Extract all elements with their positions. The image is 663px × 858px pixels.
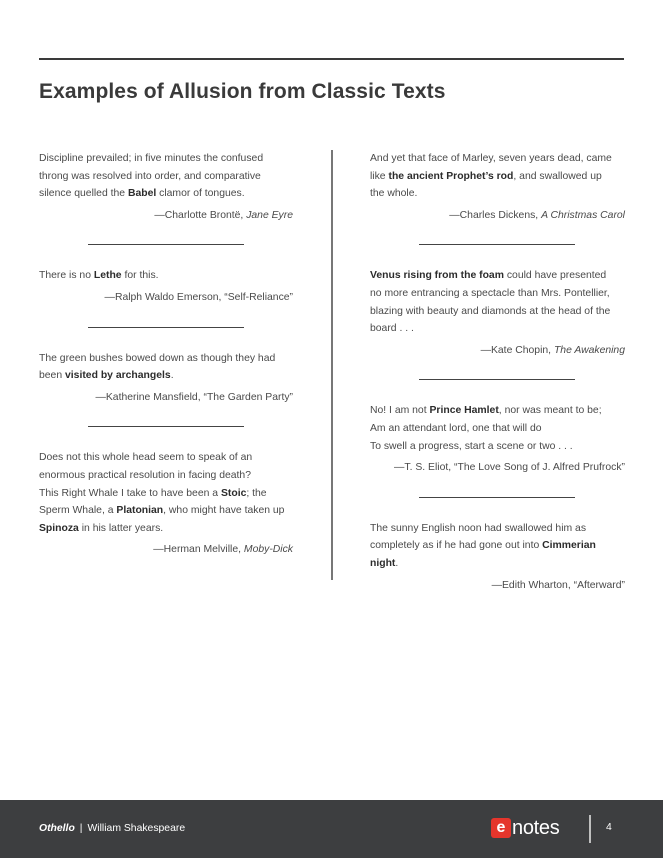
left-column: [39, 150, 293, 559]
quote-line: [39, 168, 293, 186]
quote-attribution: [370, 459, 625, 477]
attribution-author: —Charles Dickens,: [449, 209, 542, 221]
quote-text: [39, 150, 293, 203]
quote-fragment: Am an attendant lord, one that will do: [370, 422, 542, 434]
quote-line: [370, 420, 625, 438]
attribution-work: “Self-Reliance”: [224, 291, 293, 303]
quote-fragment: could have presented: [503, 270, 607, 282]
allusion-term: Babel: [127, 188, 157, 200]
quote-line: [370, 537, 625, 555]
quote-fragment: The green bushes bowed down as though they had: [39, 352, 276, 364]
attribution-author: —Herman Melville,: [153, 544, 244, 556]
footer-separator: |: [79, 823, 83, 834]
quote-block: [370, 402, 625, 476]
attribution-work: Moby-Dick: [243, 544, 293, 556]
quote-block: [39, 350, 293, 407]
quote-line: [39, 449, 293, 467]
top-rule: [39, 58, 624, 60]
attribution-author: —Katherine Mansfield,: [95, 391, 204, 403]
attribution-work: The Awakening: [553, 344, 625, 356]
quote-fragment: , who might have taken up: [163, 505, 285, 517]
quote-text: [39, 350, 293, 385]
quote-line: [39, 350, 293, 368]
quote-line: [39, 520, 293, 538]
enotes-logo-text: notes: [512, 816, 560, 839]
quote-fragment: Sperm Whale, a: [39, 505, 117, 517]
quote-fragment: silence quelled the: [39, 188, 128, 200]
attribution-work: Jane Eyre: [246, 209, 293, 221]
attribution-author: —Ralph Waldo Emerson,: [104, 291, 225, 303]
allusion-term: night: [370, 557, 396, 569]
quote-separator: [419, 244, 575, 245]
allusion-term: Prince Hamlet: [429, 405, 499, 417]
attribution-author: —Charlotte Brontë,: [154, 209, 247, 221]
quote-text: [39, 267, 293, 285]
quote-fragment: .: [395, 557, 399, 569]
quote-text: [370, 520, 625, 573]
quote-line: [370, 555, 625, 573]
quote-line: [370, 320, 625, 338]
quote-attribution: [370, 207, 625, 225]
quote-separator: [88, 426, 244, 427]
quote-line: [39, 185, 293, 203]
quote-block: [39, 449, 293, 559]
right-column: [370, 150, 625, 594]
footer-source: [39, 823, 185, 834]
quote-attribution: [39, 289, 293, 307]
footer-author: William Shakespeare: [87, 823, 186, 834]
quote-block: [370, 520, 625, 594]
allusion-term: Venus rising from the foam: [370, 270, 504, 282]
quote-line: [370, 438, 625, 456]
page-title: Examples of Allusion from Classic Texts: [39, 80, 446, 103]
quote-text: [370, 402, 625, 455]
quote-block: [370, 150, 625, 224]
quote-attribution: [370, 577, 625, 595]
quote-text: [39, 449, 293, 537]
quote-line: [39, 467, 293, 485]
quote-fragment: This Right Whale I take to have been a: [39, 487, 221, 499]
quote-line: [39, 150, 293, 168]
quote-fragment: .: [170, 370, 174, 382]
column-divider: [331, 150, 333, 580]
allusion-term: Lethe: [93, 270, 122, 282]
allusion-term: Cimmerian: [542, 540, 596, 552]
enotes-logo[interactable]: [491, 817, 559, 839]
footer-divider: [589, 815, 591, 843]
quote-line: [370, 150, 625, 168]
quote-fragment: for this.: [121, 270, 159, 282]
quote-fragment: been: [39, 370, 66, 382]
footer: [0, 800, 663, 858]
attribution-author: —T. S. Eliot,: [393, 462, 455, 474]
quote-fragment: like: [370, 170, 389, 182]
quote-fragment: clamor of tongues.: [156, 188, 245, 200]
quote-line: [39, 267, 293, 285]
quote-line: [39, 502, 293, 520]
attribution-work: “Afterward”: [573, 579, 625, 591]
quote-fragment: ; the: [246, 487, 267, 499]
quote-attribution: [370, 342, 625, 360]
footer-work-title: Othello: [39, 823, 75, 834]
quote-line: [370, 285, 625, 303]
attribution-work: “The Love Song of J. Alfred Prufrock”: [454, 462, 625, 474]
quote-fragment: throng was resolved into order, and comparative: [39, 170, 261, 182]
quote-fragment: the whole.: [370, 188, 418, 200]
attribution-work: “The Garden Party”: [203, 391, 293, 403]
allusion-term: Spinoza: [39, 522, 79, 534]
enotes-logo-mark: e: [491, 818, 511, 838]
quote-fragment: No! I am not: [370, 405, 430, 417]
quote-line: [39, 485, 293, 503]
quote-line: [370, 168, 625, 186]
quote-block: [370, 267, 625, 359]
allusion-term: visited by archangels: [65, 370, 171, 382]
quote-block: [39, 150, 293, 224]
allusion-term: Platonian: [116, 505, 164, 517]
quote-fragment: no more entrancing a spectacle than Mrs. Pontellier,: [370, 287, 610, 299]
quote-line: [370, 303, 625, 321]
quote-text: [370, 267, 625, 337]
allusion-term: Stoic: [220, 487, 247, 499]
quote-line: [39, 367, 293, 385]
quote-fragment: Discipline prevailed; in five minutes the confused: [39, 153, 264, 164]
attribution-work: A Christmas Carol: [541, 209, 625, 221]
quote-block: [39, 267, 293, 306]
quote-attribution: [39, 541, 293, 559]
quote-separator: [419, 497, 575, 498]
quote-fragment: And yet that face of Marley, seven years dead, came: [370, 153, 612, 164]
quote-fragment: To swell a progress, start a scene or two . . .: [370, 440, 573, 452]
quote-line: [370, 267, 625, 285]
quote-fragment: There is no: [39, 270, 94, 282]
quote-fragment: enormous practical resolution in facing death?: [39, 469, 251, 481]
quote-fragment: , nor was meant to be;: [498, 405, 602, 417]
quote-separator: [88, 244, 244, 245]
quote-attribution: [39, 389, 293, 407]
quote-separator: [88, 327, 244, 328]
quote-fragment: The sunny English noon had swallowed him as: [370, 522, 587, 534]
quote-fragment: , and swallowed up: [513, 170, 602, 182]
quote-fragment: in his latter years.: [78, 522, 164, 534]
quote-fragment: Does not this whole head seem to speak of an: [39, 452, 253, 464]
quote-fragment: blazing with beauty and diamonds at the head of the: [370, 305, 611, 317]
page-number: 4: [606, 822, 612, 833]
quote-text: [370, 150, 625, 203]
quote-attribution: [39, 207, 293, 225]
quote-line: [370, 520, 625, 538]
allusion-term: the ancient Prophet’s rod: [388, 170, 514, 182]
quote-line: [370, 185, 625, 203]
quote-fragment: completely as if he had gone out into: [370, 540, 543, 552]
quote-fragment: board . . .: [370, 323, 414, 335]
quote-line: [370, 402, 625, 420]
quote-separator: [419, 379, 575, 380]
attribution-author: —Kate Chopin,: [480, 344, 554, 356]
attribution-author: —Edith Wharton,: [491, 579, 574, 591]
